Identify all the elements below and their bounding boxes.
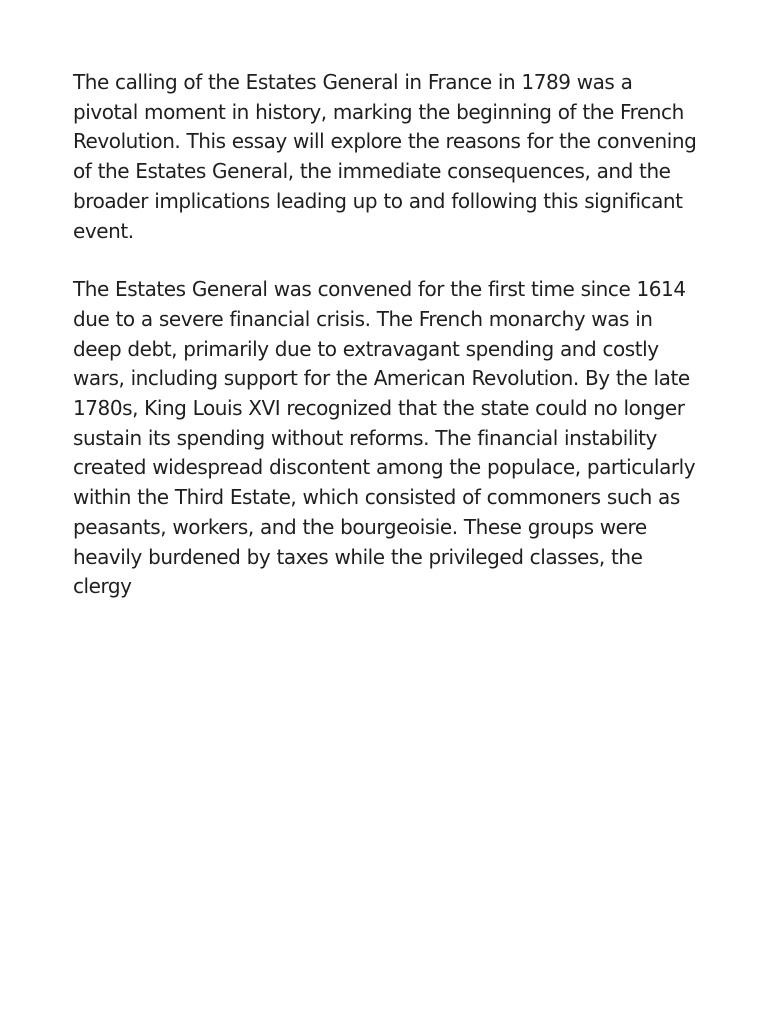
paragraph-financial-crisis: The Estates General was convened for the first time since 1614 due to a severe financial crisis. The French monarchy was in deep debt, primarily due to extravagant spending and costly wars, including support for the American Revolution. By the late 1780s, King Louis XVI recognized that the state could no longer sustain its spending without reforms. The financial instability created widespread discontent among the populace, particularly within the Third Estate, which consisted of commoners such as peasants, workers, and the bourgeoisie. These groups were heavily burdened by taxes while the privileged classes, the clergy <box>73 277 696 599</box>
paragraph-introduction: The calling of the Estates General in France in 1789 was a pivotal moment in history, marking the beginning of the French Revolution. This essay will explore the reasons for the convening of the Estates General, the immediate consequences, and the broader implications leading up to and following this significant event. <box>73 70 697 243</box>
